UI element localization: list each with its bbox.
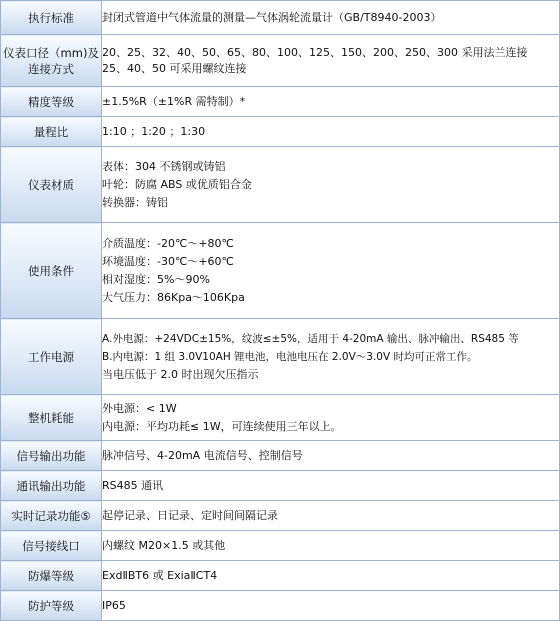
row-value-accuracy	[102, 87, 560, 117]
value-line: ExdⅡBT6 或 ExiaⅡCT4	[102, 568, 218, 582]
row-label-comm-output: 通讯输出功能	[1, 471, 102, 501]
row-label-protection: 防护等级	[1, 591, 102, 621]
row-value-consumption	[102, 395, 560, 441]
value-line: 封闭式管道中气体流量的测量—气体涡轮流量计（GB/T8940-2003）	[102, 10, 442, 24]
label-line: 仪表口径（mm)及	[3, 45, 99, 60]
value-line: 转换器：铸铝	[102, 195, 168, 209]
row-label-material: 仪表材质	[1, 147, 102, 223]
value-line: A.外电源：+24VDC±15%，纹波≤±5%，适用于 4-20mA 输出、脉冲输出、RS485 等	[102, 332, 519, 345]
table-row	[1, 395, 560, 441]
table-row	[1, 501, 560, 531]
row-value-range-ratio	[102, 117, 560, 147]
value-line: 当电压低于 2.0 时出现欠压指示	[102, 367, 259, 381]
table-row	[1, 87, 560, 117]
value-line: 25、40、50 可采用螺纹连接	[102, 61, 247, 75]
row-value-recording	[102, 501, 560, 531]
value-line: 环境温度：-30℃～+60℃	[102, 254, 234, 268]
value-line: B.内电源：1 组 3.0V10AH 锂电池，电池电压在 2.0V～3.0V 时均可正常工作。	[102, 350, 478, 363]
table-row	[1, 319, 560, 395]
row-label-recording: 实时记录功能⑤	[1, 501, 102, 531]
row-value-signal-output	[102, 441, 560, 471]
value-line: 叶轮：防腐 ABS 或优质铝合金	[102, 177, 252, 191]
table-row	[1, 561, 560, 591]
row-label-explosion-proof: 防爆等级	[1, 561, 102, 591]
row-value-protection	[102, 591, 560, 621]
value-line: 1:10 ；1:20 ；1:30	[102, 124, 206, 138]
value-line: 相对湿度：5%～90%	[102, 272, 210, 286]
row-value-explosion-proof	[102, 561, 560, 591]
value-line: 大气压力：86Kpa～106Kpa	[102, 290, 245, 304]
row-label-caliber	[1, 35, 102, 87]
table-row	[1, 1, 560, 35]
value-line: 内电源：平均功耗≤ 1W，可连续使用三年以上。	[102, 419, 342, 433]
table-row	[1, 117, 560, 147]
value-line: 外电源：< 1W	[102, 401, 177, 415]
row-value-caliber	[102, 35, 560, 87]
row-value-power	[102, 319, 560, 395]
value-line: 脉冲信号、4-20mA 电流信号、控制信号	[102, 448, 303, 462]
value-line: 20、25、32、40、50、65、80、100、125、150、200、250、300 采用法兰连接	[102, 45, 528, 59]
row-label-consumption: 整机耗能	[1, 395, 102, 441]
value-line: 表体：304 不锈钢或铸铝	[102, 159, 226, 173]
label-line: 连接方式	[28, 61, 74, 76]
row-label-conditions: 使用条件	[1, 223, 102, 319]
row-value-comm-output	[102, 471, 560, 501]
row-value-wiring-port	[102, 531, 560, 561]
value-line: 内螺纹 M20×1.5 或其他	[102, 538, 226, 552]
value-line: 介质温度：-20℃～+80℃	[102, 236, 234, 250]
row-label-power: 工作电源	[1, 319, 102, 395]
row-label-wiring-port: 信号接线口	[1, 531, 102, 561]
row-value-material	[102, 147, 560, 223]
row-label-signal-output: 信号输出功能	[1, 441, 102, 471]
row-label-accuracy: 精度等级	[1, 87, 102, 117]
row-value-conditions	[102, 223, 560, 319]
row-value-standard	[102, 1, 560, 35]
value-line: IP65	[102, 598, 126, 612]
table-row	[1, 471, 560, 501]
value-line: 起停记录、日记录、定时间间隔记录	[102, 508, 278, 522]
table-row	[1, 147, 560, 223]
table-row	[1, 591, 560, 621]
table-row	[1, 441, 560, 471]
table-row	[1, 35, 560, 87]
value-line: ±1.5%R（±1%R 需特制）*	[102, 94, 246, 108]
row-label-range-ratio: 量程比	[1, 117, 102, 147]
table-row	[1, 531, 560, 561]
table-row	[1, 223, 560, 319]
row-label-standard: 执行标准	[1, 1, 102, 35]
value-line: RS485 通讯	[102, 478, 164, 492]
